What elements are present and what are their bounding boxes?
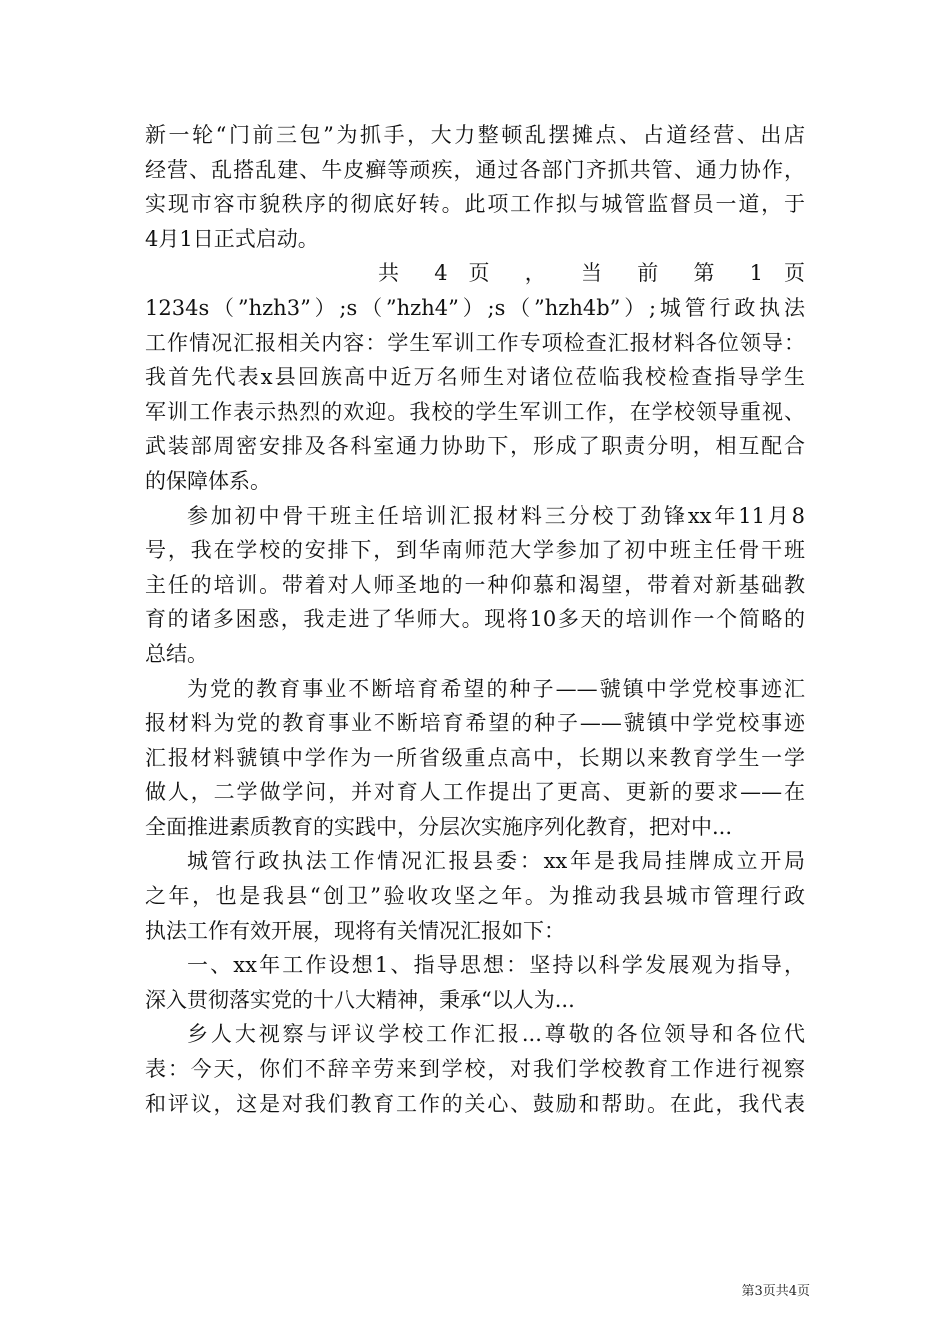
text-line: 1234s（”hzh3”）;s（”hzh4”）;s（”hzh4b”）;城管行政执法: [145, 295, 805, 320]
text-line: 报材料为党的教育事业不断培育希望的种子——虢镇中学党校事迹: [145, 711, 805, 736]
paragraph-first-line: 乡人大视察与评议学校工作汇报...尊敬的各位领导和各位代: [187, 1022, 805, 1047]
page-footer-number: 第3页共4页: [741, 1284, 810, 1299]
text-line: 4月1日正式启动。: [145, 226, 319, 251]
text-line: 经营、乱搭乱建、牛皮癣等顽疾，通过各部门齐抓共管、通力协作，: [145, 157, 805, 182]
text-line: 新一轮“门前三包”为抓手，大力整顿乱摆摊点、占道经营、出店: [145, 123, 805, 147]
paragraph-first-line: 为党的教育事业不断培育希望的种子——虢镇中学党校事迹汇: [187, 676, 805, 701]
text-line: 深入贯彻落实党的十八大精神，秉承“以人为...: [145, 987, 575, 1012]
text-line: 主任的培训。带着对人师圣地的一种仰慕和渴望，带着对新基础教: [145, 572, 805, 597]
text-line: 工作情况汇报相关内容：学生军训工作专项检查汇报材料各位领导：: [145, 330, 805, 355]
text-line: 实现市容市貌秩序的彻底好转。此项工作拟与城管监督员一道，于: [145, 192, 805, 217]
text-line: 武装部周密安排及各科室通力协助下，形成了职责分明，相互配合: [145, 434, 805, 459]
text-line: 汇报材料虢镇中学作为一所省级重点高中，长期以来教育学生一学: [145, 745, 805, 770]
text-line: 之年，也是我县“创卫”验收攻坚之年。为推动我县城市管理行政: [145, 884, 805, 909]
text-line: 育的诸多困惑，我走进了华师大。现将10多天的培训作一个简略的: [145, 607, 805, 632]
paragraph-first-line: 城管行政执法工作情况汇报县委：xx年是我局挂牌成立开局: [187, 849, 805, 874]
text-line: 总结。: [145, 641, 208, 666]
page-count-line: 共 4 页 ， 当 前 第 1 页: [378, 261, 805, 286]
text-line: 全面推进素质教育的实践中，分层次实施序列化教育，把对中...: [145, 814, 733, 839]
text-line: 做人，二学做学问，并对育人工作提出了更高、更新的要求——在: [145, 780, 805, 805]
text-line: 执法工作有效开展，现将有关情况汇报如下：: [145, 918, 565, 943]
paragraph-first-line: 一、xx年工作设想1、指导思想：坚持以科学发展观为指导，: [187, 953, 805, 978]
text-line: 表：今天，你们不辞辛劳来到学校，对我们学校教育工作进行视察: [145, 1057, 805, 1082]
text-line: 我首先代表x县回族高中近万名师生对诸位莅临我校检查指导学生: [145, 365, 805, 390]
text-line: 和评议，这是对我们教育工作的关心、鼓励和帮助。在此，我代表: [145, 1091, 805, 1116]
document-body: [145, 118, 805, 1121]
text-line: 军训工作表示热烈的欢迎。我校的学生军训工作，在学校领导重视、: [145, 399, 805, 424]
text-line: 的保障体系。: [145, 468, 271, 493]
text-line: 号，我在学校的安排下，到华南师范大学参加了初中班主任骨干班: [145, 538, 805, 563]
paragraph-first-line: 参加初中骨干班主任培训汇报材料三分校丁劲锋xx年11月8: [187, 503, 805, 528]
